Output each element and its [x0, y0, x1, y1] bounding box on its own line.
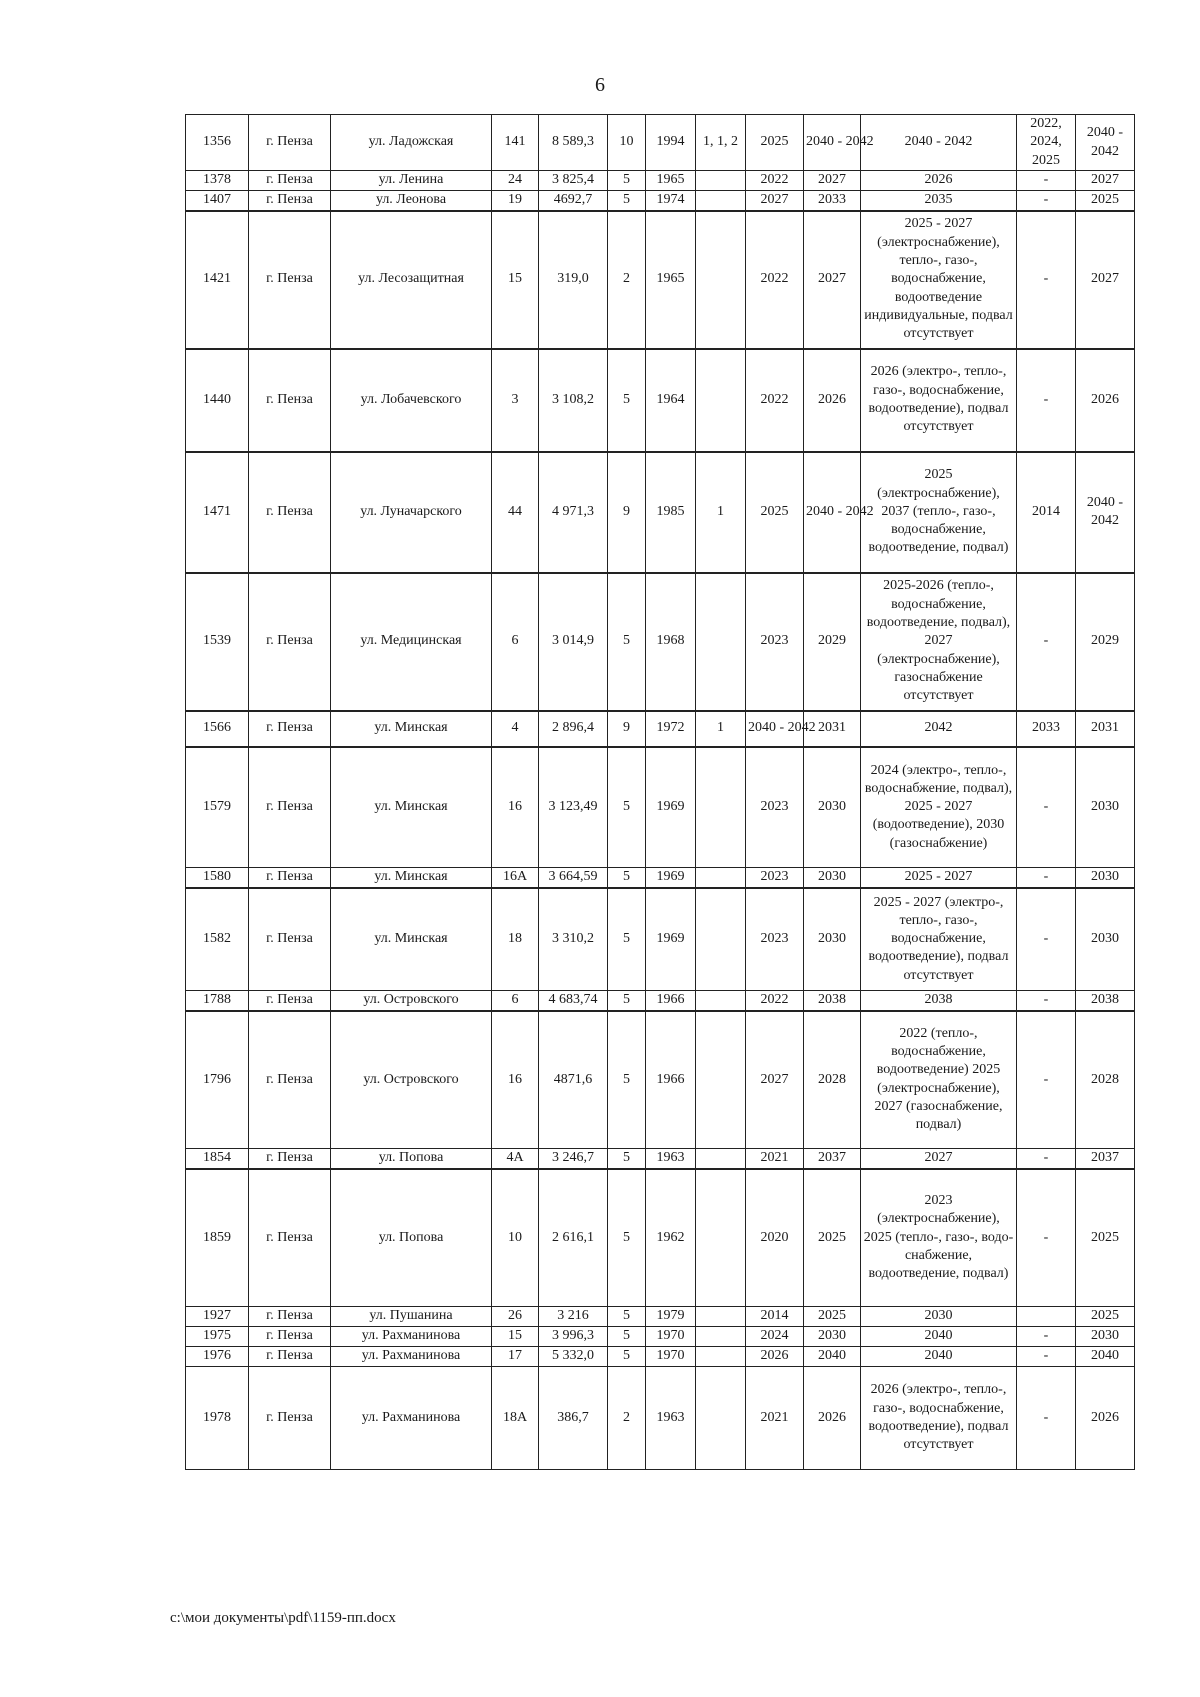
building-id-cell: 1796 — [186, 1011, 249, 1149]
year-col-11-cell: - — [1017, 211, 1076, 349]
house-number-cell: 26 — [492, 1307, 539, 1327]
year-col-9-cell: 2033 — [804, 191, 861, 211]
floors-cell: 5 — [608, 1347, 646, 1367]
code-cell — [696, 888, 746, 991]
house-number-cell: 17 — [492, 1347, 539, 1367]
building-id-cell: 1978 — [186, 1367, 249, 1470]
code-cell — [696, 171, 746, 191]
city-cell: г. Пенза — [249, 211, 331, 349]
city-cell: г. Пенза — [249, 1327, 331, 1347]
year-built-cell: 1969 — [646, 747, 696, 868]
code-cell — [696, 991, 746, 1011]
year-built-cell: 1985 — [646, 452, 696, 573]
area-cell: 3 246,7 — [539, 1149, 608, 1169]
year-built-cell: 1964 — [646, 349, 696, 452]
year-col-8-cell: 2021 — [746, 1367, 804, 1470]
floors-cell: 5 — [608, 991, 646, 1011]
works-schedule-cell: 2030 — [861, 1307, 1017, 1327]
year-built-cell: 1965 — [646, 171, 696, 191]
year-col-9-cell: 2030 — [804, 1327, 861, 1347]
area-cell: 3 108,2 — [539, 349, 608, 452]
table-row — [186, 115, 1135, 171]
table-row — [186, 191, 1135, 211]
street-cell: ул. Минская — [331, 888, 492, 991]
year-col-9-cell: 2027 — [804, 211, 861, 349]
code-cell — [696, 573, 746, 711]
year-built-cell: 1979 — [646, 1307, 696, 1327]
year-col-12-cell: 2040 — [1076, 1347, 1135, 1367]
street-cell: ул. Лобачевского — [331, 349, 492, 452]
street-cell: ул. Попова — [331, 1169, 492, 1307]
house-number-cell: 16 — [492, 1011, 539, 1149]
year-col-9-cell: 2027 — [804, 171, 861, 191]
city-cell: г. Пенза — [249, 1367, 331, 1470]
building-id-cell: 1566 — [186, 711, 249, 747]
house-number-cell: 16А — [492, 868, 539, 888]
building-id-cell: 1407 — [186, 191, 249, 211]
building-id-cell: 1539 — [186, 573, 249, 711]
year-col-12-cell: 2040 - 2042 — [1076, 452, 1135, 573]
year-built-cell: 1972 — [646, 711, 696, 747]
city-cell: г. Пенза — [249, 1169, 331, 1307]
year-col-9-cell: 2026 — [804, 349, 861, 452]
table-row — [186, 1011, 1135, 1149]
year-col-8-cell: 2023 — [746, 868, 804, 888]
year-col-12-cell: 2038 — [1076, 991, 1135, 1011]
year-col-9-cell: 2038 — [804, 991, 861, 1011]
year-col-11-cell: - — [1017, 868, 1076, 888]
table-row — [186, 991, 1135, 1011]
building-id-cell: 1471 — [186, 452, 249, 573]
year-built-cell: 1970 — [646, 1327, 696, 1347]
year-col-12-cell: 2026 — [1076, 349, 1135, 452]
year-col-12-cell: 2028 — [1076, 1011, 1135, 1149]
floors-cell: 5 — [608, 747, 646, 868]
area-cell: 8 589,3 — [539, 115, 608, 171]
year-built-cell: 1966 — [646, 1011, 696, 1149]
year-col-8-cell: 2025 — [746, 452, 804, 573]
table-row — [186, 171, 1135, 191]
floors-cell: 5 — [608, 171, 646, 191]
street-cell: ул. Минская — [331, 747, 492, 868]
house-number-cell: 18 — [492, 888, 539, 991]
year-col-12-cell: 2030 — [1076, 868, 1135, 888]
city-cell: г. Пенза — [249, 888, 331, 991]
house-number-cell: 44 — [492, 452, 539, 573]
building-id-cell: 1580 — [186, 868, 249, 888]
code-cell — [696, 1307, 746, 1327]
works-schedule-cell: 2022 (тепло-, водоснабжение, водоотведение) 2025 (электроснабжение), 2027 (газоснабжение, подвал) — [861, 1011, 1017, 1149]
year-col-11-cell: - — [1017, 1169, 1076, 1307]
city-cell: г. Пенза — [249, 171, 331, 191]
year-col-12-cell: 2030 — [1076, 747, 1135, 868]
house-number-cell: 4 — [492, 711, 539, 747]
area-cell: 3 310,2 — [539, 888, 608, 991]
works-schedule-cell: 2040 — [861, 1327, 1017, 1347]
city-cell: г. Пенза — [249, 991, 331, 1011]
city-cell: г. Пенза — [249, 711, 331, 747]
year-col-9-cell: 2040 - 2042 — [804, 115, 861, 171]
house-number-cell: 19 — [492, 191, 539, 211]
code-cell: 1 — [696, 452, 746, 573]
area-cell: 2 616,1 — [539, 1169, 608, 1307]
city-cell: г. Пенза — [249, 349, 331, 452]
area-cell: 2 896,4 — [539, 711, 608, 747]
building-id-cell: 1421 — [186, 211, 249, 349]
building-id-cell: 1854 — [186, 1149, 249, 1169]
house-number-cell: 10 — [492, 1169, 539, 1307]
street-cell: ул. Островского — [331, 991, 492, 1011]
year-col-12-cell: 2040 - 2042 — [1076, 115, 1135, 171]
year-col-12-cell: 2025 — [1076, 1307, 1135, 1327]
table-row — [186, 573, 1135, 711]
year-built-cell: 1969 — [646, 868, 696, 888]
floors-cell: 2 — [608, 1367, 646, 1470]
code-cell — [696, 191, 746, 211]
year-col-11-cell: 2014 — [1017, 452, 1076, 573]
area-cell: 3 825,4 — [539, 171, 608, 191]
city-cell: г. Пенза — [249, 1011, 331, 1149]
area-cell: 4 683,74 — [539, 991, 608, 1011]
year-col-9-cell: 2026 — [804, 1367, 861, 1470]
year-col-8-cell: 2023 — [746, 888, 804, 991]
table-row — [186, 1327, 1135, 1347]
works-schedule-cell: 2040 - 2042 — [861, 115, 1017, 171]
floors-cell: 5 — [608, 888, 646, 991]
building-id-cell: 1859 — [186, 1169, 249, 1307]
house-number-cell: 15 — [492, 1327, 539, 1347]
house-number-cell: 6 — [492, 991, 539, 1011]
building-id-cell: 1788 — [186, 991, 249, 1011]
code-cell — [696, 1149, 746, 1169]
year-col-8-cell: 2023 — [746, 573, 804, 711]
floors-cell: 5 — [608, 868, 646, 888]
street-cell: ул. Луначарского — [331, 452, 492, 573]
year-col-12-cell: 2037 — [1076, 1149, 1135, 1169]
year-col-8-cell: 2022 — [746, 349, 804, 452]
year-built-cell: 1970 — [646, 1347, 696, 1367]
table-row — [186, 349, 1135, 452]
floors-cell: 5 — [608, 573, 646, 711]
year-col-12-cell: 2030 — [1076, 888, 1135, 991]
year-col-8-cell: 2027 — [746, 191, 804, 211]
works-schedule-cell: 2025 - 2027 — [861, 868, 1017, 888]
year-col-11-cell: - — [1017, 991, 1076, 1011]
street-cell: ул. Попова — [331, 1149, 492, 1169]
year-col-8-cell: 2022 — [746, 211, 804, 349]
code-cell — [696, 1169, 746, 1307]
code-cell — [696, 1011, 746, 1149]
year-col-8-cell: 2020 — [746, 1169, 804, 1307]
building-id-cell: 1927 — [186, 1307, 249, 1327]
works-schedule-cell: 2026 — [861, 171, 1017, 191]
year-col-11-cell: - — [1017, 1327, 1076, 1347]
area-cell: 319,0 — [539, 211, 608, 349]
area-cell: 4692,7 — [539, 191, 608, 211]
buildings-table — [185, 114, 1135, 1470]
city-cell: г. Пенза — [249, 1307, 331, 1327]
street-cell: ул. Рахманинова — [331, 1327, 492, 1347]
area-cell: 386,7 — [539, 1367, 608, 1470]
table-row — [186, 1169, 1135, 1307]
works-schedule-cell: 2042 — [861, 711, 1017, 747]
house-number-cell: 3 — [492, 349, 539, 452]
house-number-cell: 24 — [492, 171, 539, 191]
city-cell: г. Пенза — [249, 115, 331, 171]
year-col-11-cell: - — [1017, 1149, 1076, 1169]
year-col-8-cell: 2027 — [746, 1011, 804, 1149]
year-col-8-cell: 2021 — [746, 1149, 804, 1169]
year-col-11-cell: - — [1017, 747, 1076, 868]
table-row — [186, 868, 1135, 888]
area-cell: 3 123,49 — [539, 747, 608, 868]
year-col-12-cell: 2026 — [1076, 1367, 1135, 1470]
year-built-cell: 1968 — [646, 573, 696, 711]
street-cell: ул. Леонова — [331, 191, 492, 211]
year-col-9-cell: 2025 — [804, 1307, 861, 1327]
year-col-8-cell: 2023 — [746, 747, 804, 868]
table-row — [186, 452, 1135, 573]
city-cell: г. Пенза — [249, 1347, 331, 1367]
year-col-11-cell — [1017, 1307, 1076, 1327]
year-col-12-cell: 2027 — [1076, 171, 1135, 191]
year-col-9-cell: 2037 — [804, 1149, 861, 1169]
city-cell: г. Пенза — [249, 573, 331, 711]
page-number: 6 — [595, 74, 605, 96]
year-col-12-cell: 2025 — [1076, 1169, 1135, 1307]
year-col-8-cell: 2022 — [746, 171, 804, 191]
city-cell: г. Пенза — [249, 868, 331, 888]
building-id-cell: 1378 — [186, 171, 249, 191]
table-row — [186, 747, 1135, 868]
building-id-cell: 1976 — [186, 1347, 249, 1367]
floors-cell: 5 — [608, 1307, 646, 1327]
street-cell: ул. Медицинская — [331, 573, 492, 711]
city-cell: г. Пенза — [249, 191, 331, 211]
works-schedule-cell: 2027 — [861, 1149, 1017, 1169]
building-id-cell: 1975 — [186, 1327, 249, 1347]
street-cell: ул. Ленина — [331, 171, 492, 191]
house-number-cell: 16 — [492, 747, 539, 868]
area-cell: 3 216 — [539, 1307, 608, 1327]
year-built-cell: 1974 — [646, 191, 696, 211]
works-schedule-cell: 2026 (электро-, тепло-, газо-, водоснабжение, водоотведение), подвал отсутствует — [861, 1367, 1017, 1470]
table-row — [186, 1367, 1135, 1470]
year-col-11-cell: - — [1017, 171, 1076, 191]
year-col-11-cell: 2033 — [1017, 711, 1076, 747]
year-col-9-cell: 2028 — [804, 1011, 861, 1149]
works-schedule-cell: 2040 — [861, 1347, 1017, 1367]
area-cell: 4 971,3 — [539, 452, 608, 573]
year-col-12-cell: 2027 — [1076, 211, 1135, 349]
year-built-cell: 1994 — [646, 115, 696, 171]
street-cell: ул. Пушанина — [331, 1307, 492, 1327]
year-col-8-cell: 2025 — [746, 115, 804, 171]
house-number-cell: 4А — [492, 1149, 539, 1169]
works-schedule-cell: 2035 — [861, 191, 1017, 211]
floors-cell: 9 — [608, 452, 646, 573]
floors-cell: 5 — [608, 349, 646, 452]
year-col-11-cell: - — [1017, 888, 1076, 991]
area-cell: 3 664,59 — [539, 868, 608, 888]
table-row — [186, 1347, 1135, 1367]
works-schedule-cell: 2025 - 2027 (электроснабжение), тепло-, газо-, водоснабжение, водоотведение индивидуальные, подвал отсутствует — [861, 211, 1017, 349]
building-id-cell: 1582 — [186, 888, 249, 991]
year-built-cell: 1963 — [646, 1367, 696, 1470]
area-cell: 3 996,3 — [539, 1327, 608, 1347]
works-schedule-cell: 2025 - 2027 (электро-, тепло-, газо-, водоснабжение, водоотведение), подвал отсутствует — [861, 888, 1017, 991]
street-cell: ул. Островского — [331, 1011, 492, 1149]
city-cell: г. Пенза — [249, 747, 331, 868]
works-schedule-cell: 2025 (электроснабжение), 2037 (тепло-, газо-, водоснабжение, водоотведение, подвал) — [861, 452, 1017, 573]
year-col-11-cell: - — [1017, 1347, 1076, 1367]
year-col-9-cell: 2030 — [804, 888, 861, 991]
area-cell: 4871,6 — [539, 1011, 608, 1149]
works-schedule-cell: 2026 (электро-, тепло-, газо-, водоснабжение, водоотведение), подвал отсутствует — [861, 349, 1017, 452]
floors-cell: 9 — [608, 711, 646, 747]
year-col-9-cell: 2040 - 2042 — [804, 452, 861, 573]
street-cell: ул. Ладожская — [331, 115, 492, 171]
code-cell — [696, 349, 746, 452]
year-col-9-cell: 2025 — [804, 1169, 861, 1307]
floors-cell: 10 — [608, 115, 646, 171]
code-cell: 1 — [696, 711, 746, 747]
year-col-8-cell: 2014 — [746, 1307, 804, 1327]
year-col-11-cell: - — [1017, 191, 1076, 211]
year-col-11-cell: - — [1017, 1011, 1076, 1149]
year-col-12-cell: 2029 — [1076, 573, 1135, 711]
table-row — [186, 1307, 1135, 1327]
year-built-cell: 1969 — [646, 888, 696, 991]
works-schedule-cell: 2025-2026 (тепло-, водоснабжение, водоотведение, подвал), 2027 (электроснабжение), газоснабжение отсутствует — [861, 573, 1017, 711]
floors-cell: 2 — [608, 211, 646, 349]
house-number-cell: 18А — [492, 1367, 539, 1470]
works-schedule-cell: 2023 (электроснабжение), 2025 (тепло-, газо-, водо- снабжение, водоотведение, подвал) — [861, 1169, 1017, 1307]
year-col-12-cell: 2030 — [1076, 1327, 1135, 1347]
year-col-8-cell: 2024 — [746, 1327, 804, 1347]
city-cell: г. Пенза — [249, 452, 331, 573]
year-col-9-cell: 2031 — [804, 711, 861, 747]
year-col-11-cell: 2022, 2024, 2025 — [1017, 115, 1076, 171]
year-built-cell: 1963 — [646, 1149, 696, 1169]
street-cell: ул. Лесозащитная — [331, 211, 492, 349]
year-col-11-cell: - — [1017, 349, 1076, 452]
street-cell: ул. Минская — [331, 711, 492, 747]
city-cell: г. Пенза — [249, 1149, 331, 1169]
works-schedule-cell: 2024 (электро-, тепло-, водоснабжение, подвал), 2025 - 2027 (водоотведение), 2030 (газоснабжение) — [861, 747, 1017, 868]
house-number-cell: 6 — [492, 573, 539, 711]
works-schedule-cell: 2038 — [861, 991, 1017, 1011]
table-row — [186, 1149, 1135, 1169]
year-built-cell: 1962 — [646, 1169, 696, 1307]
year-col-12-cell: 2025 — [1076, 191, 1135, 211]
year-col-11-cell: - — [1017, 573, 1076, 711]
code-cell — [696, 1327, 746, 1347]
house-number-cell: 141 — [492, 115, 539, 171]
building-id-cell: 1440 — [186, 349, 249, 452]
code-cell — [696, 1347, 746, 1367]
code-cell — [696, 868, 746, 888]
table-row — [186, 711, 1135, 747]
code-cell — [696, 1367, 746, 1470]
code-cell: 1, 1, 2 — [696, 115, 746, 171]
area-cell: 5 332,0 — [539, 1347, 608, 1367]
floors-cell: 5 — [608, 191, 646, 211]
code-cell — [696, 747, 746, 868]
year-col-8-cell: 2040 - 2042 — [746, 711, 804, 747]
year-col-9-cell: 2030 — [804, 747, 861, 868]
year-built-cell: 1966 — [646, 991, 696, 1011]
table-row — [186, 888, 1135, 991]
table-row — [186, 211, 1135, 349]
year-col-9-cell: 2040 — [804, 1347, 861, 1367]
code-cell — [696, 211, 746, 349]
year-col-8-cell: 2022 — [746, 991, 804, 1011]
year-col-9-cell: 2029 — [804, 573, 861, 711]
floors-cell: 5 — [608, 1011, 646, 1149]
floors-cell: 5 — [608, 1327, 646, 1347]
year-col-11-cell: - — [1017, 1367, 1076, 1470]
year-col-12-cell: 2031 — [1076, 711, 1135, 747]
file-path-footer: c:\мои документы\pdf\1159-пп.docx — [170, 1610, 396, 1626]
street-cell: ул. Минская — [331, 868, 492, 888]
year-col-8-cell: 2026 — [746, 1347, 804, 1367]
building-id-cell: 1579 — [186, 747, 249, 868]
street-cell: ул. Рахманинова — [331, 1367, 492, 1470]
street-cell: ул. Рахманинова — [331, 1347, 492, 1367]
floors-cell: 5 — [608, 1169, 646, 1307]
house-number-cell: 15 — [492, 211, 539, 349]
floors-cell: 5 — [608, 1149, 646, 1169]
building-id-cell: 1356 — [186, 115, 249, 171]
area-cell: 3 014,9 — [539, 573, 608, 711]
year-col-9-cell: 2030 — [804, 868, 861, 888]
year-built-cell: 1965 — [646, 211, 696, 349]
